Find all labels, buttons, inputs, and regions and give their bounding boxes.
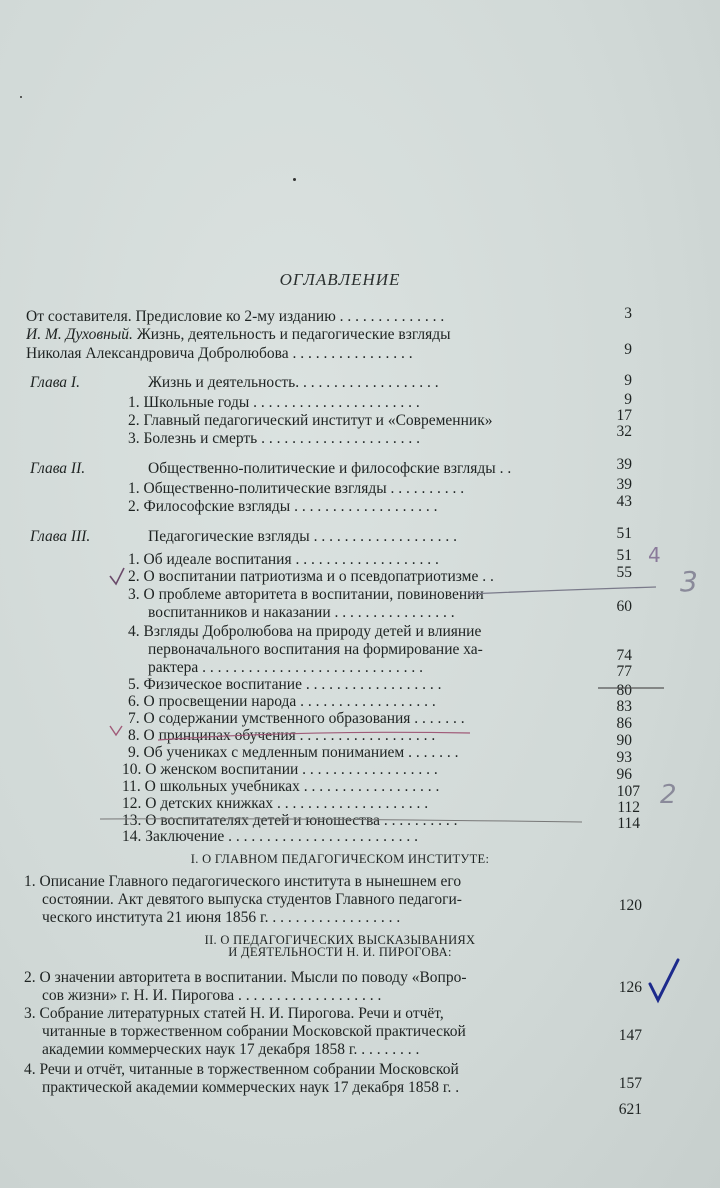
page-number: 39: [616, 456, 632, 473]
toc-entry: 11. О школьных учебниках . . . . . . . . . . . . . . . . . .: [122, 778, 440, 795]
pencil-check-mark: [110, 568, 124, 584]
toc-entry: 7. О содержании умственного образования . . . . . . .: [128, 710, 465, 727]
toc-entry-cont: первоначального воспитания на формирование ха-: [148, 641, 483, 658]
toc-entry: 10. О женском воспитании . . . . . . . . . . . . . . . . . .: [122, 761, 438, 778]
page-number: 9: [624, 372, 632, 389]
section-2-line: 4. Речи и отчёт, читанные в торжественном собрании Московской: [24, 1061, 459, 1078]
page-number: 77: [616, 663, 632, 680]
page-number: 60: [616, 598, 632, 615]
section-2-line: 3. Собрание литературных статей Н. И. Пирогова. Речи и отчёт,: [24, 1005, 444, 1022]
toc-entry: 13. О воспитателях детей и юношества . . . . . . . . . .: [122, 812, 458, 829]
chapter-label-1: Глава I.: [30, 374, 80, 391]
toc-entry-author-cont: Николая Александровича Добролюбова . . . . . . . . . . . . . . . .: [26, 345, 413, 362]
ink-check-mark: [650, 960, 678, 1000]
page-number: 17: [616, 407, 632, 424]
page-number: 9: [624, 391, 632, 408]
chapter-2-title: Общественно-политические и философские взгляды . .: [148, 460, 512, 477]
toc-entry: 3. Болезнь и смерть . . . . . . . . . . . . . . . . . . . . .: [128, 430, 420, 447]
page-number: 9: [624, 341, 632, 358]
section-2-line: практической академии коммерческих наук 17 декабря 1858 г. .: [42, 1079, 460, 1096]
ink-speck: [293, 178, 296, 181]
toc-entry: 2. Главный педагогический институт и «Современник»: [128, 412, 493, 429]
toc-entry: 1. Об идеале воспитания . . . . . . . . . . . . . . . . . . .: [128, 551, 439, 568]
section-2-line: читанные в торжественном собрании Московской практической: [42, 1023, 466, 1040]
page-number: 83: [616, 698, 632, 715]
toc-entry: 9. Об учениках с медленным пониманием . . . . . . .: [128, 744, 459, 761]
chapter-label-3: Глава III.: [30, 528, 91, 545]
author-name: И. М. Духовный.: [26, 326, 133, 343]
page-number: 51: [616, 525, 632, 542]
page-number: 74: [616, 647, 632, 664]
chapter-3-title: Педагогические взгляды . . . . . . . . . . . . . . . . . . .: [148, 528, 457, 545]
page-number: 39: [616, 476, 632, 493]
toc-entry-cont: воспитанников и наказании . . . . . . . . . . . . . . . .: [148, 604, 455, 621]
page-number: 157: [618, 1075, 642, 1092]
toc-entry: 5. Физическое воспитание . . . . . . . . . . . . . . . . . .: [128, 676, 442, 693]
section-1-line: состоянии. Акт девятого выпуска студентов Главного педагоги-: [42, 891, 462, 908]
pencil-note-2: 2: [660, 780, 677, 810]
section-1-line: 1. Описание Главного педагогического института в нынешнем его: [24, 873, 462, 890]
section-2-line: сов жизни» г. Н. И. Пирогова . . . . . . . . . . . . . . . . . . .: [42, 987, 382, 1004]
page-number: 80: [616, 682, 632, 699]
page-number: 112: [617, 799, 640, 816]
toc-entry: 6. О просвещении народа . . . . . . . . . . . . . . . . . .: [128, 693, 436, 710]
page-number: 96: [616, 766, 632, 783]
toc-entry: 4. Взгляды Добролюбова на природу детей и влияние: [128, 623, 482, 640]
pencil-check-mark: [110, 726, 122, 735]
page-number: 107: [616, 783, 640, 800]
toc-entry: 1. Общественно-политические взгляды . . . . . . . . . .: [128, 480, 465, 497]
toc-entry: 2. О воспитании патриотизма и о псевдопатриотизме . .: [128, 568, 494, 585]
page-number: 86: [616, 715, 632, 732]
page-number: 43: [616, 493, 632, 510]
toc-entry: 12. О детских книжках . . . . . . . . . . . . . . . . . . . .: [122, 795, 429, 812]
page-number: 3: [624, 305, 632, 322]
page-number: 55: [616, 564, 632, 581]
folio-page-number: 621: [618, 1101, 642, 1118]
chapter-1-title: Жизнь и деятельность. . . . . . . . . . . . . . . . . . .: [148, 374, 439, 391]
chapter-label-2: Глава II.: [30, 460, 86, 477]
page-number: 114: [617, 815, 640, 832]
section-heading-2: II. О ПЕДАГОГИЧЕСКИХ ВЫСКАЗЫВАНИЯХ: [204, 933, 476, 947]
page-number: 32: [616, 423, 632, 440]
toc-entry: 1. Школьные годы . . . . . . . . . . . . . . . . . . . . . .: [128, 394, 420, 411]
toc-entry: 3. О проблеме авторитета в воспитании, повиновении: [128, 586, 484, 603]
section-1-line: ческого института 21 июня 1856 г. . . . . . . . . . . . . . . . . .: [42, 909, 401, 926]
page-number: 93: [616, 749, 632, 766]
section-2-line: академии коммерческих наук 17 декабря 1858 г. . . . . . . . .: [42, 1041, 420, 1058]
section-heading-1: I. О ГЛАВНОМ ПЕДАГОГИЧЕСКОМ ИНСТИТУТЕ:: [190, 852, 490, 866]
toc-entry-author: И. М. Духовный. Жизнь, деятельность и педагогические взгляды: [26, 326, 451, 343]
section-heading-2-cont: И ДЕЯТЕЛЬНОСТИ Н. И. ПИРОГОВА:: [228, 945, 452, 959]
toc-entry: 14. Заключение . . . . . . . . . . . . . . . . . . . . . . . . .: [122, 828, 419, 845]
toc-title: ОГЛАВЛЕНИЕ: [279, 270, 401, 289]
pencil-note-4: 4: [648, 543, 661, 567]
toc-entry-cont: рактера . . . . . . . . . . . . . . . . . . . . . . . . . . . . .: [148, 659, 423, 676]
pencil-note-3: 3: [680, 565, 698, 598]
toc-entry: 8. О принципах обучения . . . . . . . . . . . . . . . . . .: [128, 727, 436, 744]
ink-speck: [20, 96, 22, 98]
page-number: 90: [616, 732, 632, 749]
toc-entry: 2. Философские взгляды . . . . . . . . . . . . . . . . . . .: [128, 498, 438, 515]
toc-entry-preface: От составителя. Предисловие ко 2-му изданию . . . . . . . . . . . . . .: [26, 308, 445, 325]
page-number: 51: [616, 547, 632, 564]
page-number: 120: [618, 897, 642, 914]
page-number: 126: [618, 979, 642, 996]
section-2-line: 2. О значении авторитета в воспитании. Мысли по поводу «Вопро-: [24, 969, 467, 986]
page-number: 147: [618, 1027, 642, 1044]
